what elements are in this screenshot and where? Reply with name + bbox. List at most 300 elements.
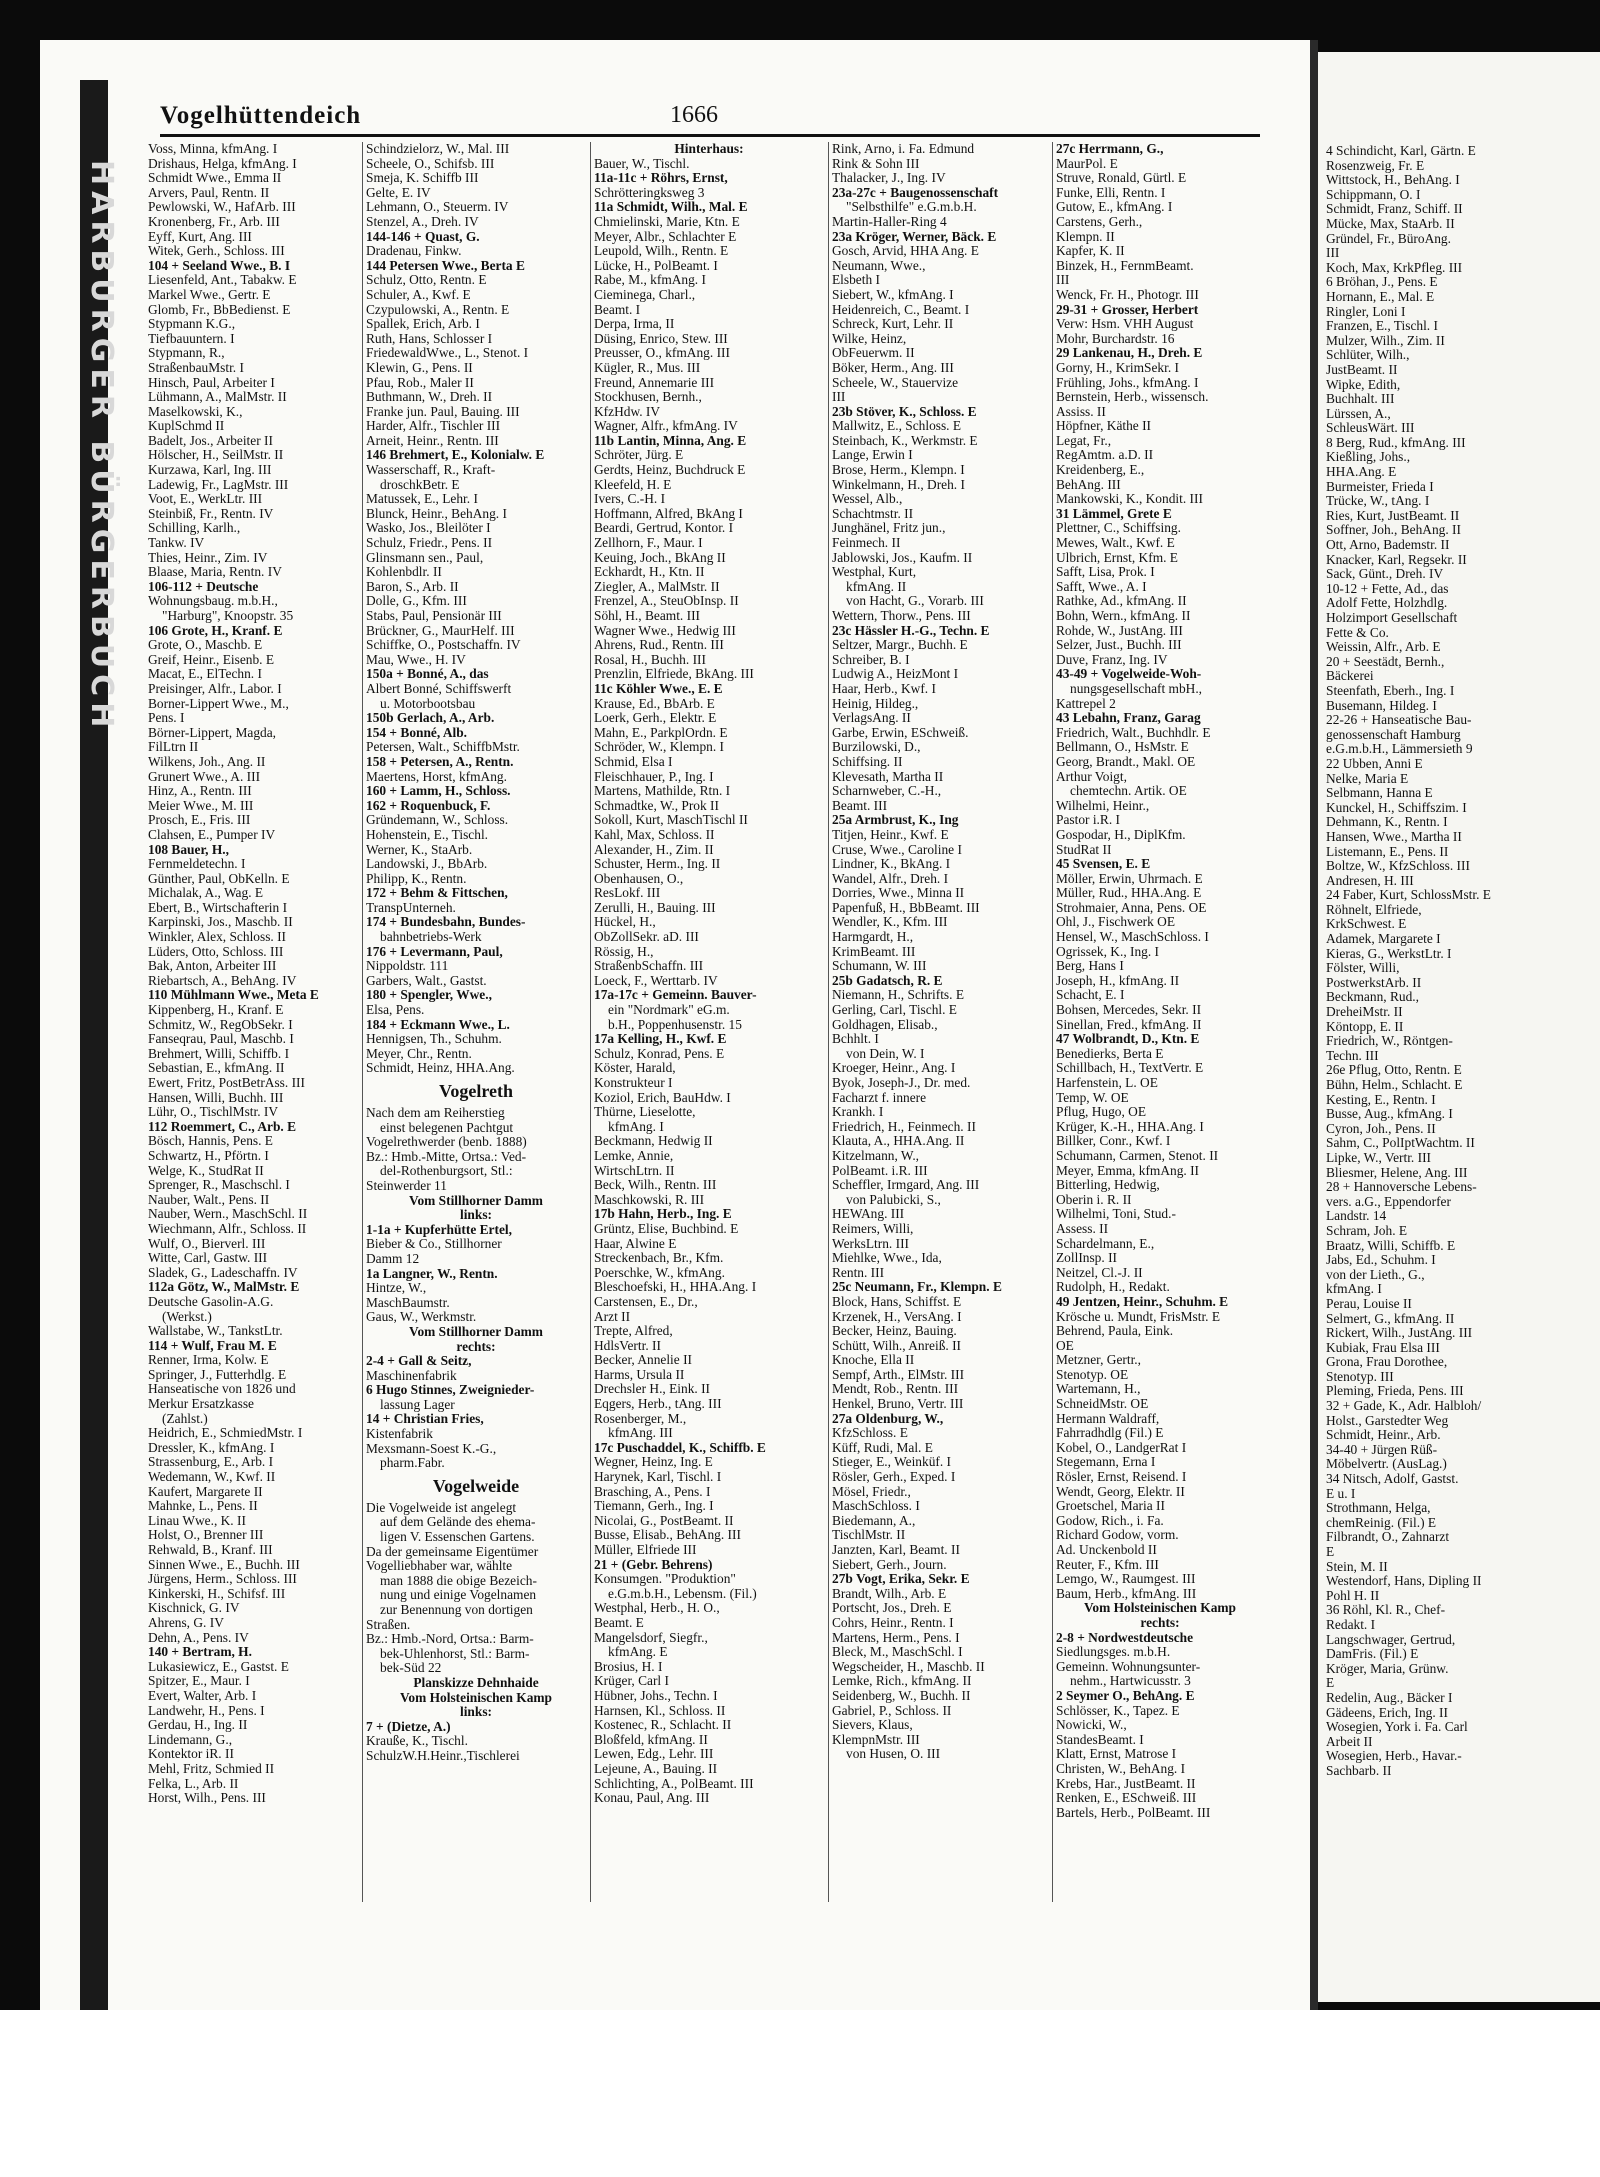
directory-entry: Grote, O., Maschb. E: [148, 637, 263, 653]
directory-entry: Gorny, H., KrimSekr. I: [1056, 359, 1179, 375]
directory-entry: Joseph, H., kfmAng. II: [1056, 972, 1180, 988]
directory-entry: zur Benennung von dortigen: [380, 1602, 533, 1617]
directory-entry: Kistenfabrik: [366, 1426, 433, 1442]
directory-entry: Holst., Garstedter Weg: [1326, 1412, 1449, 1428]
directory-entry: Garbers, Walt., Gastst.: [366, 972, 487, 988]
directory-entry: Kügler, R., Mus. III: [594, 359, 701, 375]
directory-entry: Gabriel, P., Schloss. II: [832, 1702, 952, 1718]
directory-entry: Wessel, Alb.,: [832, 491, 903, 507]
directory-entry: 172 + Behm & Fittschen,: [366, 885, 508, 901]
directory-entry: Gospodar, H., DiplKfm.: [1056, 826, 1186, 842]
directory-entry: 11a Schmidt, Wilh., Mal. E: [594, 199, 748, 215]
directory-entry: Hennigsen, Th., Schuhm.: [366, 1031, 502, 1047]
directory-entry: Vogelliebhaber war, wählte: [366, 1558, 513, 1574]
directory-entry: Rickert, Wilh., JustAng. III: [1326, 1325, 1473, 1341]
directory-entry: 8 Berg, Rud., kfmAng. III: [1326, 434, 1466, 450]
directory-entry: Brasching, A., Pens. I: [594, 1483, 711, 1499]
directory-entry: 150b Gerlach, A., Arb.: [366, 710, 495, 726]
directory-entry: Selmert, G., kfmAng. II: [1326, 1310, 1455, 1326]
directory-entry: Prosch, E., Fris. III: [148, 812, 251, 828]
directory-entry: 150a + Bonné, A., das: [366, 666, 489, 682]
directory-entry: Legat, Fr.,: [1056, 432, 1112, 448]
directory-entry: Düsing, Enrico, Stew. III: [594, 330, 728, 346]
directory-entry: lassung Lager: [380, 1396, 455, 1412]
directory-entry: 23b Stöver, K., Schloss. E: [832, 403, 977, 419]
directory-entry: Kubiak, Frau Elsa III: [1326, 1339, 1440, 1355]
directory-entry: Plettner, C., Schiffsing.: [1056, 520, 1181, 536]
directory-entry: TranspUnterneh.: [366, 899, 456, 915]
directory-entry: 43 Lebahn, Franz, Garag: [1056, 710, 1201, 726]
directory-entry: Wedemann, W., Kwf. II: [148, 1469, 276, 1485]
directory-entry: chemReinig. (Fil.) E: [1326, 1514, 1437, 1530]
directory-entry: Krüger, K.-H., HHA.Ang. I: [1056, 1118, 1204, 1134]
directory-entry: u. Motorbootsbau: [380, 695, 476, 711]
directory-entry: Friedrich, W., Röntgen-: [1326, 1033, 1453, 1049]
directory-entry: Redakt. I: [1326, 1616, 1376, 1632]
directory-entry: Temp, W. OE: [1056, 1089, 1129, 1105]
directory-entry: Spitzer, E., Maur. I: [148, 1673, 250, 1689]
column-2: [366, 142, 586, 1764]
directory-entry: Gerdts, Heinz, Buchdruck E: [594, 462, 746, 478]
directory-entry: Schumann, W. III: [832, 958, 927, 974]
directory-entry: Klevesath, Martha II: [832, 768, 944, 784]
directory-entry: Franzen, E., Tischl. I: [1326, 318, 1438, 334]
directory-entry: Steenfath, Eberh., Ing. I: [1326, 682, 1455, 698]
directory-entry: 1-1a + Kupferhütte Ertel,: [366, 1221, 512, 1237]
directory-entry: ObZollSekr. aD. III: [594, 929, 699, 945]
directory-entry: Wilke, Heinz,: [832, 330, 907, 346]
directory-entry: Harnsen, Kl., Schloss. II: [594, 1702, 726, 1718]
directory-entry: Schreiber, B. I: [832, 651, 910, 667]
directory-entry: Höpfner, Käthe II: [1056, 418, 1152, 434]
directory-entry: Schindzielorz, W., Mal. III: [366, 142, 510, 156]
directory-entry: Stenzel, A., Dreh. IV: [366, 213, 479, 229]
directory-entry: Wagner Wwe., Hedwig III: [594, 622, 736, 638]
directory-entry: Vom Stillhorner Damm: [409, 1323, 543, 1339]
directory-entry: 6 Hugo Stinnes, Zweignieder-: [366, 1382, 535, 1398]
directory-entry: Schlösser, K., Tapez. E: [1056, 1702, 1180, 1718]
directory-entry: Maschinenfabrik: [366, 1367, 457, 1383]
directory-entry: Müller, Elfriede III: [594, 1542, 697, 1557]
directory-entry: Holzimport Gesellschaft: [1326, 610, 1458, 625]
directory-entry: Maertens, Horst, kfmAng.: [366, 768, 507, 784]
directory-entry: 20 + Seestädt, Bernh.,: [1326, 653, 1445, 669]
directory-entry: Thalacker, J., Ing. IV: [832, 170, 946, 186]
directory-entry: StraßenbSchaffn. III: [594, 958, 704, 974]
directory-entry: Westphal, Kurt,: [832, 564, 917, 580]
directory-entry: 29-31 + Grosser, Herbert: [1056, 301, 1199, 317]
directory-entry: von Dein, W. I: [846, 1045, 925, 1061]
directory-entry: 11c Köhler Wwe., E. E: [594, 680, 723, 696]
directory-entry: 158 + Petersen, A., Rentn.: [366, 753, 514, 769]
directory-entry: Ivers, C.-H. I: [594, 491, 666, 507]
directory-entry: 160 + Lamm, H., Schloss.: [366, 783, 511, 799]
directory-entry: 34-40 + Jürgen Rüß-: [1326, 1441, 1438, 1457]
directory-entry: Schram, Joh. E: [1326, 1222, 1408, 1238]
directory-entry: Sack, Günt., Dreh. IV: [1326, 566, 1444, 582]
directory-entry: Ahrens, Rud., Rentn. III: [594, 637, 724, 653]
directory-entry: auf dem Gelände des ehema-: [380, 1514, 536, 1530]
directory-entry: Wendt, Georg, Elektr. II: [1056, 1483, 1185, 1499]
directory-entry: Lejeune, A., Bauing. II: [594, 1760, 718, 1776]
directory-entry: Schulz, Konrad, Pens. E: [594, 1045, 725, 1061]
directory-entry: Mankowski, K., Kondit. III: [1056, 491, 1203, 507]
directory-entry: Sprenger, R., Maschschl. I: [148, 1177, 290, 1193]
directory-entry: Koch, Max, KrkPfleg. III: [1326, 259, 1463, 275]
section-heading: Vogelreth: [439, 1081, 513, 1101]
column-5: [1056, 142, 1264, 1820]
directory-entry: Gründemann, W., Schloss.: [366, 812, 509, 828]
directory-entry: Eckhardt, H., Ktn. II: [594, 564, 705, 580]
directory-entry: 24 Faber, Kurt, SchlossMstr. E: [1326, 887, 1491, 903]
directory-entry: Neitzel, Cl.-J. II: [1056, 1264, 1143, 1280]
directory-entry: Borner-Lippert Wwe., M.,: [148, 695, 289, 711]
directory-entry: Söhl, H., Beamt. III: [594, 608, 700, 623]
directory-entry: e.G.m.b.H., Lämmersieth 9: [1326, 741, 1473, 757]
directory-entry: Drishaus, Helga, kfmAng. I: [148, 155, 297, 171]
directory-entry: 23a Kröger, Werner, Bäck. E: [832, 228, 997, 244]
directory-entry: Sokoll, Kurt, MaschTischl II: [594, 812, 748, 828]
directory-entry: Stenotyp. III: [1326, 1368, 1394, 1384]
directory-entry: Stieger, E., Weinküf. I: [832, 1454, 951, 1470]
directory-entry: Groetschel, Maria II: [1056, 1498, 1165, 1514]
directory-entry: Sinellan, Fred., kfmAng. II: [1056, 1016, 1202, 1032]
directory-entry: Bz.: Hmb.-Nord, Ortsa.: Barm-: [366, 1631, 534, 1647]
directory-entry: Schlüter, Wilh.,: [1326, 347, 1410, 363]
directory-entry: bek-Süd 22: [380, 1660, 442, 1676]
directory-entry: Stabs, Paul, Pensionär III: [366, 608, 502, 623]
directory-entry: Titjen, Heinr., Kwf. E: [832, 826, 949, 842]
directory-entry: Renken, E., ESchweiß. III: [1056, 1790, 1197, 1806]
directory-entry: Küff, Rudi, Mal. E: [832, 1439, 933, 1455]
directory-entry: kfmAng. III: [608, 1425, 673, 1441]
directory-entry: 110 Mühlmann Wwe., Meta E: [148, 987, 319, 1003]
directory-entry: Hübner, Johs., Techn. I: [594, 1687, 718, 1703]
directory-entry: Konstrukteur I: [594, 1075, 673, 1090]
directory-entry: kfmAng. I: [1326, 1281, 1382, 1297]
directory-entry: Bohsen, Mercedes, Sekr. II: [1056, 1002, 1202, 1018]
directory-entry: Landstr. 14: [1326, 1208, 1387, 1224]
directory-entry: Harder, Alfr., Tischler III: [366, 418, 501, 434]
directory-entry: 104 + Seeland Wwe., B. I: [148, 257, 291, 273]
directory-entry: StudRat II: [1056, 841, 1112, 857]
directory-entry: Techn. III: [1326, 1047, 1379, 1063]
directory-entry: 34 Nitsch, Adolf, Gastst.: [1326, 1471, 1459, 1487]
directory-entry: 112 Roemmert, C., Arb. E: [148, 1118, 297, 1134]
directory-entry: Schuster, Herm., Ing. II: [594, 856, 721, 872]
directory-entry: Schmitz, W., RegObSekr. I: [148, 1016, 293, 1032]
directory-entry: Kontektor iR. II: [148, 1746, 234, 1762]
column-4: [832, 142, 1048, 1762]
directory-entry: Deutsche Gasolin-A.G.: [148, 1293, 274, 1309]
directory-entry: Cyron, Joh., Pens. II: [1326, 1120, 1436, 1136]
directory-entry: 23c Hässler H.-G., Techn. E: [832, 622, 990, 638]
directory-entry: 2-8 + Nordwestdeutsche: [1056, 1629, 1194, 1645]
directory-entry: 17a-17c + Gemeinn. Bauver-: [594, 987, 757, 1003]
directory-entry: Brosius, H. I: [594, 1658, 663, 1674]
directory-entry: Lemgo, W., Raumgest. III: [1056, 1571, 1196, 1587]
directory-entry: Nowicki, W.,: [1056, 1717, 1127, 1733]
directory-entry: Werner, K., StaArb.: [366, 841, 473, 857]
directory-entry: Czypulowski, A., Rentn. E: [366, 301, 510, 317]
directory-entry: von der Lieth., G.,: [1326, 1266, 1425, 1282]
directory-entry: Kostenec, R., Schlacht. II: [594, 1717, 732, 1733]
directory-entry: Krankh. I: [832, 1104, 884, 1120]
directory-entry: Elsbeth I: [832, 272, 880, 288]
directory-entry: Filbrandt, O., Zahnarzt: [1326, 1529, 1450, 1545]
page-gutter: [1310, 40, 1318, 2010]
directory-entry: Elsa, Pens.: [366, 1002, 425, 1018]
directory-entry: Strohmaier, Anna, Pens. OE: [1056, 899, 1207, 915]
directory-entry: Selbmann, Hanna E: [1326, 785, 1433, 801]
directory-entry: Greif, Heinr., Eisenb. E: [148, 651, 275, 667]
directory-entry: KrkSchwest. E: [1326, 916, 1407, 932]
directory-entry: Wasserschaff, R., Kraft-: [366, 462, 496, 478]
directory-entry: Mohr, Burchardstr. 16: [1056, 330, 1175, 346]
directory-entry: Günther, Paul, ObKelln. E: [148, 870, 290, 886]
directory-entry: Arthur Voigt,: [1056, 768, 1127, 784]
directory-entry: Adolf Fette, Holzhdlg.: [1326, 595, 1448, 611]
directory-entry: Kohlenbdlr. II: [366, 564, 442, 580]
directory-entry: (Werkst.): [162, 1308, 212, 1324]
directory-entry: Westphal, Herb., H. O.,: [594, 1600, 720, 1616]
column-divider: [590, 142, 591, 1902]
directory-entry: III: [1326, 245, 1340, 261]
directory-entry: HHA.Ang. E: [1326, 464, 1397, 480]
directory-entry: Poerschke, W., kfmAng.: [594, 1264, 725, 1280]
directory-entry: Clahsen, E., Pumper IV: [148, 826, 276, 842]
directory-entry: Zellhorn, F., Maur. I: [594, 535, 703, 551]
directory-entry: Neumann, Wwe.,: [832, 257, 926, 273]
directory-entry: SchulzW.H.Heinr.,Tischlerei: [366, 1747, 520, 1763]
directory-entry: Gaus, W., Werkmstr.: [366, 1309, 477, 1325]
directory-entry: Welge, K., StudRat II: [148, 1162, 264, 1178]
directory-entry: MaschSchloss. I: [832, 1498, 920, 1514]
directory-entry: 25c Neumann, Fr., Klempn. E: [832, 1279, 1002, 1295]
directory-entry: MaschBaumstr.: [366, 1294, 450, 1310]
directory-entry: genossenschaft Hamburg: [1326, 726, 1461, 742]
directory-entry: 17c Puschaddel, K., Schiffb. E: [594, 1439, 766, 1455]
directory-entry: Gemeinn. Wohnungsunter-: [1056, 1658, 1201, 1674]
directory-entry: Schachtmstr. II: [832, 505, 914, 521]
directory-entry: Selzer, Just., Buchh. III: [1056, 637, 1182, 653]
directory-entry: Bleck, M., MaschSchl. I: [832, 1644, 963, 1660]
directory-entry: Preusser, O., kfmAng. III: [594, 345, 730, 361]
directory-entry: Krösche u. Mundt, FrisMstr. E: [1056, 1308, 1221, 1324]
directory-entry: ObFeuerwm. II: [832, 345, 915, 361]
directory-entry: Wegner, Heinz, Ing. E: [594, 1454, 713, 1470]
directory-entry: Beckmann, Rud.,: [1326, 989, 1419, 1005]
section-heading: Vogelweide: [432, 1475, 520, 1496]
directory-entry: Steinbiß, Fr., Rentn. IV: [148, 505, 274, 521]
directory-entry: Bieber & Co., Stillhorner: [366, 1236, 502, 1252]
directory-entry: Stegemann, Erna I: [1056, 1454, 1156, 1470]
directory-entry: SchneidMstr. OE: [1056, 1396, 1149, 1412]
directory-entry: Nauber, Wern., MaschSchl. II: [148, 1206, 308, 1222]
directory-entry: Schiffsing. II: [832, 753, 903, 769]
directory-entry: Bchhlt. I: [832, 1031, 879, 1047]
directory-entry: Brandt, Wilh., Arb. E: [832, 1585, 947, 1601]
book-spine: [80, 80, 119, 2010]
directory-entry: Fette & Co.: [1326, 624, 1389, 640]
directory-entry: Hanseatische von 1826 und: [148, 1381, 296, 1397]
directory-entry: Mehl, Fritz, Schmied II: [148, 1760, 275, 1776]
directory-entry: Hansen, Willi, Buchh. III: [148, 1089, 284, 1105]
directory-entry: Gerling, Carl, Tischl. E: [832, 1002, 957, 1018]
directory-entry: Goldhagen, Elisab.,: [832, 1016, 938, 1032]
directory-entry: Hoffmann, Alfred, BkAng I: [594, 505, 743, 521]
directory-entry: Sladek, G., Ladeschaffn. IV: [148, 1264, 298, 1280]
directory-entry: Siebert, Gerh., Journ.: [832, 1556, 947, 1572]
directory-entry: 4 Schindicht, Karl, Gärtn. E: [1326, 143, 1476, 158]
directory-entry: Pohl H. II: [1326, 1587, 1380, 1603]
directory-entry: Kießling, Johs.,: [1326, 449, 1411, 465]
directory-entry: Bohn, Wern., kfmAng. II: [1056, 608, 1191, 623]
directory-entry: Hermann Waldraff,: [1056, 1410, 1160, 1426]
directory-entry: Straßen.: [366, 1616, 411, 1632]
directory-entry: Lewen, Edg., Lehr. III: [594, 1746, 714, 1762]
directory-entry: 36 Röhl, Kl. R., Chef-: [1326, 1602, 1446, 1618]
directory-entry: Gerdau, H., Ing. II: [148, 1717, 248, 1733]
directory-entry: 23a-27c + Baugenossenschaft: [832, 184, 999, 200]
directory-entry: Rudolph, H., Redakt.: [1056, 1279, 1170, 1295]
directory-entry: Bz.: Hmb.-Mitte, Ortsa.: Ved-: [366, 1148, 527, 1164]
directory-entry: Liesenfeld, Ant., Tabakw. E: [148, 272, 297, 288]
directory-entry: Eqgers, Herb., tAng. III: [594, 1396, 722, 1412]
directory-entry: Frühling, Johs., kfmAng. I: [1056, 374, 1199, 390]
directory-entry: Benedierks, Berta E: [1056, 1045, 1164, 1061]
directory-entry: Bartels, Herb., PolBeamt. III: [1056, 1804, 1211, 1820]
directory-entry: Bellmann, O., HsMstr. E: [1056, 739, 1189, 755]
directory-entry: Glomb, Fr., BbBedienst. E: [148, 301, 291, 317]
directory-entry: Hansen, Wwe., Martha II: [1326, 828, 1462, 844]
directory-entry: Friedrich, Walt., Buchhdlr. E: [1056, 724, 1211, 740]
directory-entry: E: [1326, 1675, 1335, 1691]
directory-entry: 47 Wolbrandt, D., Ktn. E: [1056, 1031, 1200, 1047]
directory-entry: Baron, S., Arb. II: [366, 578, 459, 594]
directory-entry: Henkel, Bruno, Vertr. III: [832, 1396, 964, 1412]
directory-entry: Portscht, Jos., Dreh. E: [832, 1600, 952, 1616]
directory-entry: ResLokf. III: [594, 885, 661, 901]
directory-entry: Köster, Harald,: [594, 1060, 676, 1076]
directory-entry: Dressler, K., kfmAng. I: [148, 1439, 275, 1455]
directory-entry: Miehlke, Wwe., Ida,: [832, 1250, 942, 1266]
directory-entry: 27a Oldenburg, W.,: [832, 1410, 944, 1426]
directory-entry: Lindemann, G.,: [148, 1731, 233, 1747]
directory-entry: Rössig, H.,: [594, 943, 654, 959]
directory-entry: Schacht, E. I: [1056, 987, 1125, 1003]
directory-entry: Siebert, W., kfmAng. I: [832, 286, 954, 302]
directory-entry: Trücke, W., tAng. I: [1326, 493, 1430, 509]
directory-entry: Bäckerei: [1326, 668, 1374, 684]
directory-entry: Kobel, O., LandgerRat I: [1056, 1439, 1187, 1455]
directory-entry: Trepte, Alfred,: [594, 1323, 673, 1339]
directory-entry: Winkelmann, H., Dreh. I: [832, 476, 965, 492]
directory-entry: Schilling, Karlh.,: [148, 520, 241, 536]
directory-entry: Bauer, W., Tischl.: [594, 155, 690, 171]
directory-entry: 31 Lämmel, Grete E: [1056, 505, 1172, 521]
directory-entry: Wettern, Thorw., Pens. III: [832, 608, 971, 623]
directory-entry: Schmidt, Heinz, HHA.Ang.: [366, 1060, 515, 1076]
directory-entry: ein "Nordmark" eG.m.: [608, 1002, 730, 1018]
directory-entry: Jabs, Ed., Schuhm. I: [1326, 1252, 1436, 1268]
directory-entry: Schuler, A., Kwf. E: [366, 286, 471, 302]
directory-entry: e.G.m.b.H., Lebensm. (Fil.): [608, 1585, 757, 1601]
directory-entry: Garbe, Erwin, ESchweiß.: [832, 724, 969, 740]
directory-entry: nehm., Hartwicusstr. 3: [1070, 1673, 1191, 1689]
directory-entry: Mahn, E., ParkplOrdn. E: [594, 724, 728, 740]
directory-entry: kfmAng. E: [608, 1644, 668, 1660]
directory-entry: Siedlungsges. m.b.H.: [1056, 1644, 1171, 1660]
directory-entry: Philipp, K., Rentn.: [366, 870, 467, 886]
directory-entry: Fölster, Willi,: [1326, 960, 1400, 976]
directory-entry: Busemann, Hildeg. I: [1326, 697, 1437, 713]
directory-entry: Haar, Herb., Kwf. I: [832, 680, 936, 696]
directory-entry: Nach dem am Reiherstieg: [366, 1105, 505, 1120]
directory-entry: Mau, Wwe., H. IV: [366, 651, 466, 667]
directory-entry: Rink, Arno, i. Fa. Edmund: [832, 142, 975, 156]
directory-entry: 26e Pflug, Otto, Rentn. E: [1326, 1062, 1462, 1078]
directory-entry: 10-12 + Fette, Ad., das: [1326, 580, 1449, 596]
directory-entry: Nippoldstr. 111: [366, 958, 449, 974]
directory-entry: Kunckel, H., Schiffszim. I: [1326, 799, 1467, 815]
directory-entry: VerlagsAng. II: [832, 710, 911, 726]
directory-entry: Wittstock, H., BehAng. I: [1326, 172, 1460, 188]
directory-entry: Matussek, E., Lehr. I: [366, 491, 478, 507]
column-divider: [1052, 142, 1053, 1902]
directory-entry: 25a Armbrust, K., Ing: [832, 812, 959, 828]
directory-entry: Burzilowski, D.,: [832, 739, 921, 755]
directory-entry: 45 Svensen, E. E: [1056, 856, 1151, 872]
directory-entry: Rosal, H., Buchh. III: [594, 651, 706, 667]
directory-entry: Müller, Rud., HHA.Ang. E: [1056, 885, 1202, 901]
directory-entry: Lipke, W., Vertr. III: [1326, 1149, 1431, 1165]
directory-entry: 106 Grote, H., Kranf. E: [148, 622, 283, 638]
directory-entry: Harmgardt, H.,: [832, 929, 914, 945]
directory-entry: Sinnen Wwe., E., Buchh. III: [148, 1556, 300, 1572]
directory-entry: Krebs, Har., JustBeamt. II: [1056, 1775, 1196, 1791]
directory-entry: del-Rothenburgsort, Stl.:: [380, 1163, 513, 1179]
directory-entry: Martin-Haller-Ring 4: [832, 213, 947, 229]
directory-entry: Blaase, Maria, Rentn. IV: [148, 564, 282, 580]
directory-entry: Ahrens, G. IV: [148, 1614, 224, 1630]
directory-entry: OE: [1056, 1337, 1074, 1353]
directory-entry: 25b Gadatsch, R. E: [832, 972, 943, 988]
directory-entry: Lemke, Annie,: [594, 1147, 674, 1163]
directory-entry: Jürgens, Herm., Schloss. III: [148, 1571, 297, 1587]
directory-entry: Wartemann, H.,: [1056, 1381, 1141, 1397]
directory-entry: Pfau, Rob., Maler II: [366, 374, 474, 390]
directory-entry: Witek, Gerh., Schloss. III: [148, 243, 285, 259]
directory-entry: Wegscheider, H., Maschb. II: [832, 1658, 985, 1674]
directory-entry: Wallstabe, W., TankstLtr.: [148, 1323, 283, 1339]
directory-entry: Klewin, G., Pens. II: [366, 359, 473, 375]
directory-entry: links:: [459, 1704, 492, 1720]
directory-entry: Fahrradhdlg (Fil.) E: [1056, 1425, 1164, 1441]
directory-entry: Wagner, Alfr., kfmAng. IV: [594, 418, 738, 434]
directory-entry: Schmidt, Heinr., Arb.: [1326, 1427, 1441, 1443]
directory-entry: Kurzawa, Karl, Ing. III: [148, 462, 272, 478]
directory-entry: Gutow, E., kfmAng. I: [1056, 199, 1173, 215]
directory-entry: Smeja, K. Schiffb III: [366, 170, 479, 186]
directory-entry: Nauber, Walt., Pens. II: [148, 1191, 270, 1207]
directory-entry: Riebartsch, A., BehAng. IV: [148, 972, 297, 988]
directory-entry: 144-146 + Quast, G.: [366, 228, 480, 244]
directory-entry: Lühmann, A., MalMstr. II: [148, 389, 287, 405]
directory-entry: Schlichting, A., PolBeamt. III: [594, 1775, 754, 1791]
directory-entry: Rehwald, B., Kranf. III: [148, 1542, 273, 1557]
directory-entry: Keuing, Joch., BkAng II: [594, 549, 726, 565]
